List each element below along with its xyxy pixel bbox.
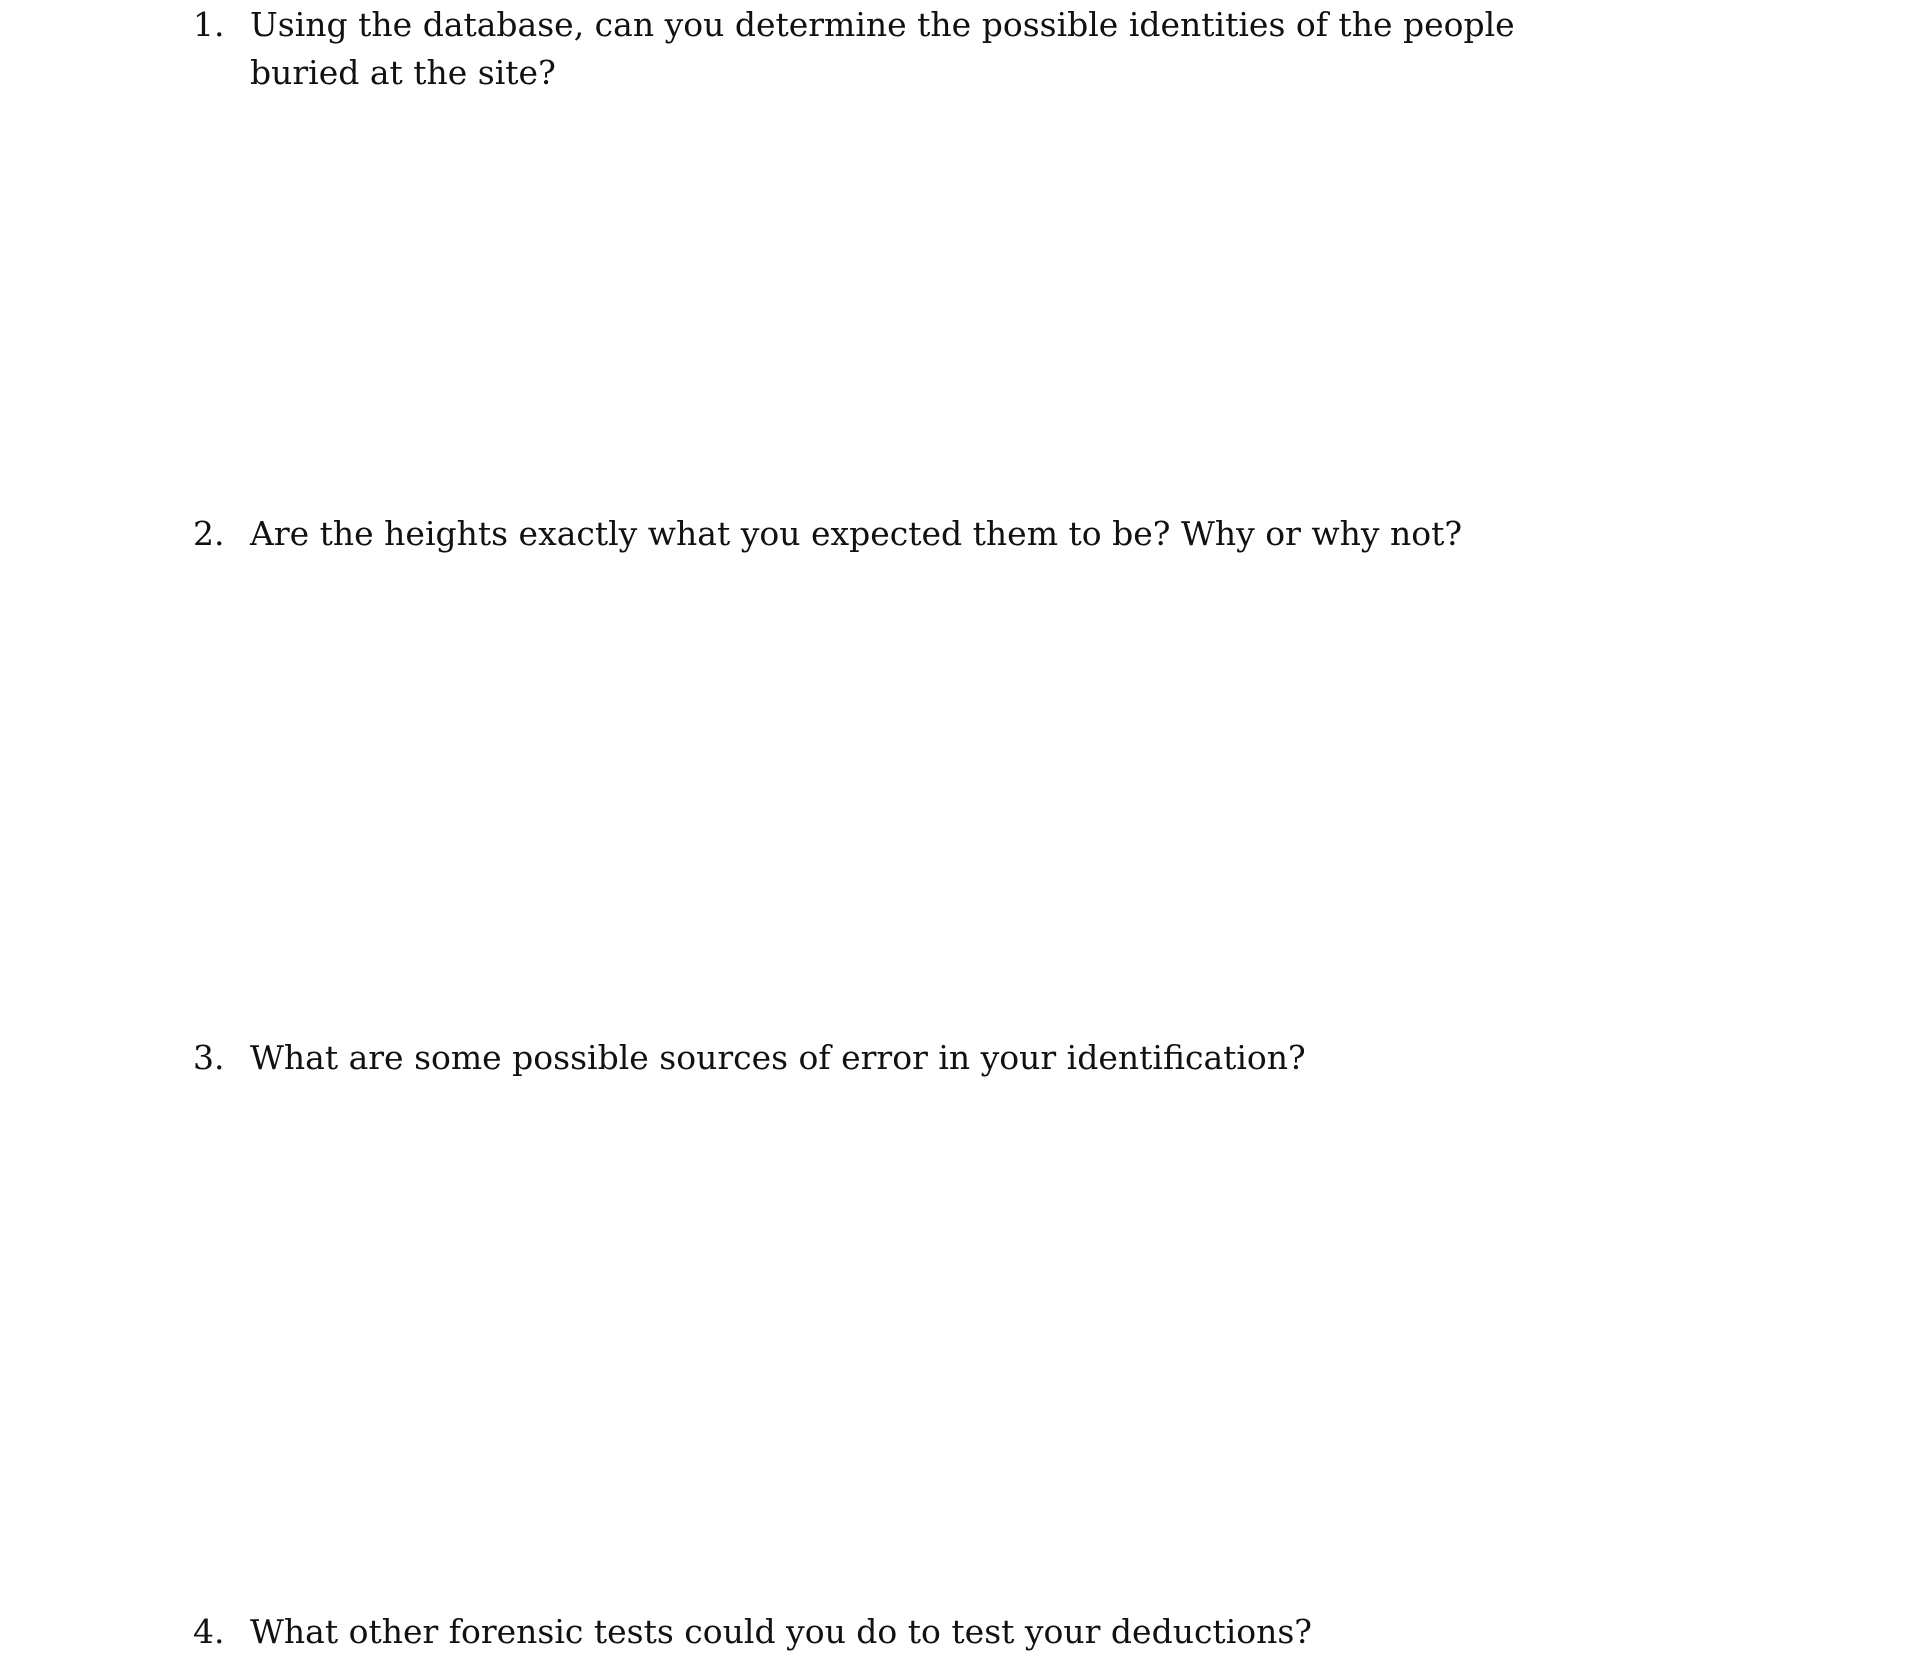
question-text: What are some possible sources of error in your identification?: [250, 1038, 1306, 1077]
question-number: 1.: [193, 5, 225, 44]
question-number: 2.: [193, 514, 225, 553]
question-number: 4.: [193, 1612, 225, 1651]
question-text: Using the database, can you determine the possible identities of the people buried at the site?: [250, 5, 1515, 92]
question-text: What other forensic tests could you do to test your deductions?: [250, 1612, 1312, 1651]
question-text: Are the heights exactly what you expected them to be? Why or why not?: [250, 514, 1463, 553]
question-number: 3.: [193, 1038, 225, 1077]
